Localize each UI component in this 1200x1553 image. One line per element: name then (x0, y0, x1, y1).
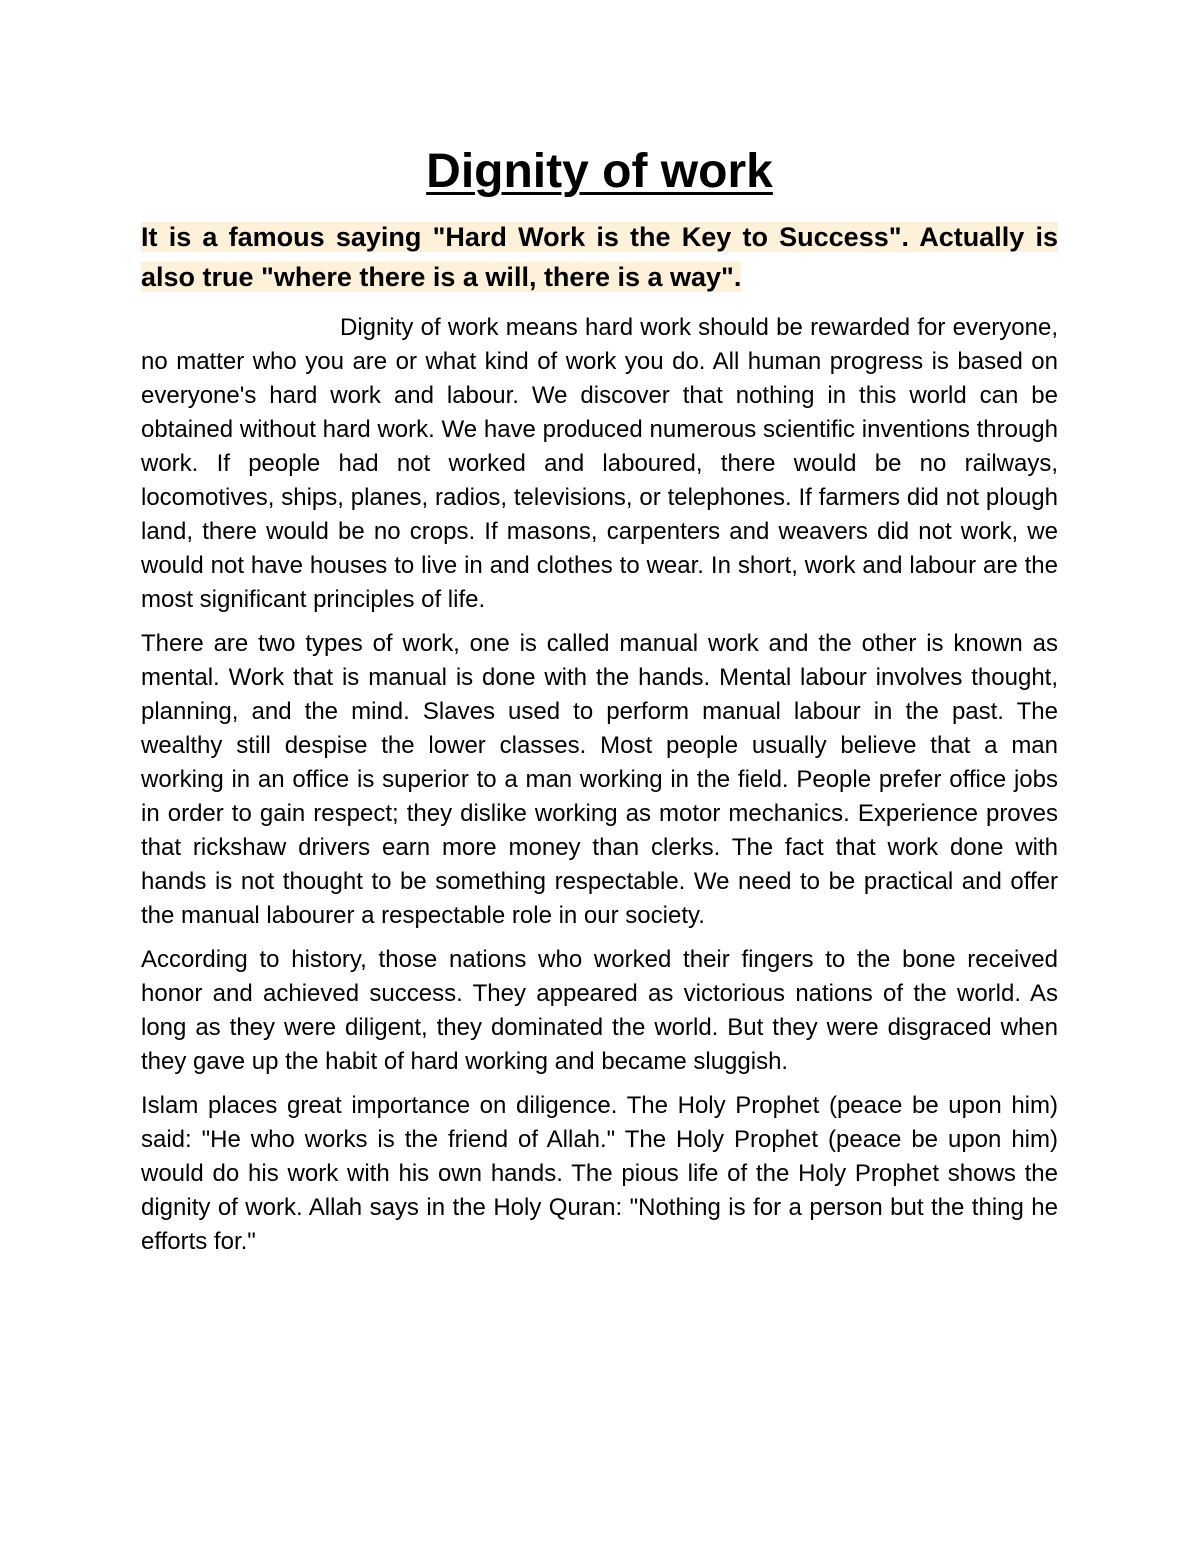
document-title: Dignity of work (426, 145, 773, 198)
paragraph-history: According to history, those nations who worked their fingers to the bone received honor and achieved success. They appeared as victorious nations of the world. As long as they were diligent, they dominated the world. But they were disgraced when they gave up the habit of hard working and became sluggish. (141, 946, 1058, 1075)
paragraph-dignity-definition: Dignity of work means hard work should be rewarded for everyone, no matter who you are or what kind of work you do. All human progress is based on everyone's hard work and labour. We discover that nothing in this world can be obtained without hard work. We have produced numerous scientific inventions through work. If people had not worked and laboured, there would be no railways, locomotives, ships, planes, radios, televisions, or telephones. If farmers did not plough land, there would be no crops. If masons, carpenters and weavers did not work, we would not have houses to live in and clothes to wear. In short, work and labour are the most significant principles of life. (141, 314, 1058, 613)
document-body (141, 140, 1058, 1269)
paragraph-islam: Islam places great importance on diligence. The Holy Prophet (peace be upon him) said: "He who works is the friend of Allah." The Holy Prophet (peace be upon him) would do his work with his own hands. The pious life of the Holy Prophet shows the dignity of work. Allah says in the Holy Quran: "Nothing is for a person but the thing he efforts for." (141, 1092, 1058, 1255)
lead-quote (141, 217, 1058, 297)
paragraph-types-of-work: There are two types of work, one is called manual work and the other is known as mental. Work that is manual is done with the hands. Mental labour involves thought, planning, and the mind. Slaves used to perform manual labour in the past. The wealthy still despise the lower classes. Most people usually believe that a man working in an office is superior to a man working in the field. People prefer office jobs in order to gain respect; they dislike working as motor mechanics. Experience proves that rickshaw drivers earn more money than clerks. The fact that work done with hands is not thought to be something respectable. We need to be practical and offer the manual labourer a respectable role in our society. (141, 630, 1058, 929)
lead-highlight: It is a famous saying "Hard Work is the Key to Success". Actually is also true "where there is a will, there is a way". (141, 222, 1058, 292)
